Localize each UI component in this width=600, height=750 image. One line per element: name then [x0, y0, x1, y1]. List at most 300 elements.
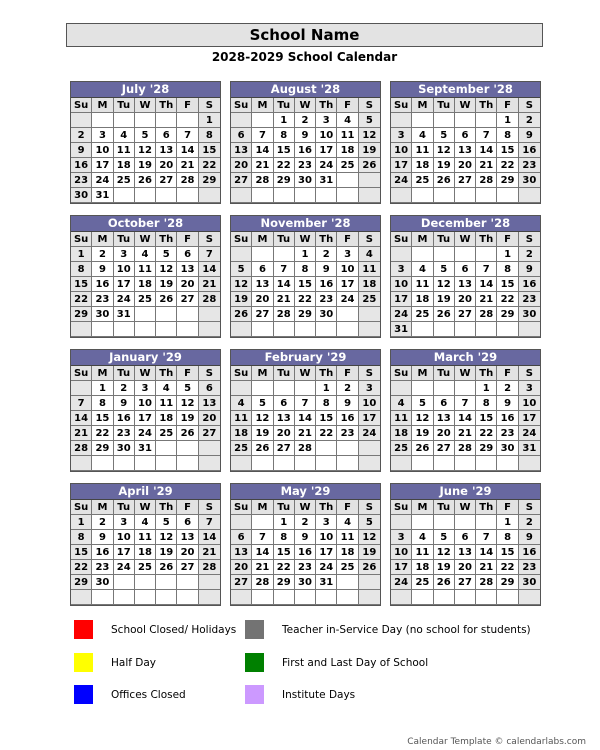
weekday-label: Th [156, 232, 177, 247]
day-cell: 14 [199, 530, 220, 545]
day-cell: 26 [434, 173, 455, 188]
day-cell: 12 [156, 530, 177, 545]
day-cell: 9 [295, 128, 316, 143]
day-cell: 18 [337, 143, 358, 158]
day-cell: 9 [114, 396, 135, 411]
weekday-label: M [92, 232, 113, 247]
weekday-label: Tu [434, 232, 455, 247]
day-cell [156, 188, 177, 203]
day-cell: 29 [497, 575, 518, 590]
day-cell: 18 [156, 411, 177, 426]
day-cell: 28 [476, 575, 497, 590]
day-cell: 1 [199, 113, 220, 128]
day-cell [199, 441, 220, 456]
day-cell [497, 188, 518, 203]
weekday-label: S [359, 366, 380, 381]
weekday-label: Th [316, 98, 337, 113]
weekday-label: S [199, 98, 220, 113]
day-cell: 15 [497, 143, 518, 158]
day-cell: 23 [114, 426, 135, 441]
day-cell [274, 590, 295, 605]
day-cell: 27 [177, 560, 198, 575]
day-cell: 2 [519, 113, 540, 128]
day-cell [391, 188, 412, 203]
legend-label: Institute Days [282, 688, 356, 701]
day-cell: 8 [199, 128, 220, 143]
day-cell: 6 [156, 128, 177, 143]
day-cell [359, 590, 380, 605]
weekday-label: S [359, 232, 380, 247]
day-cell: 22 [497, 158, 518, 173]
day-cell [114, 113, 135, 128]
day-cell: 9 [337, 396, 358, 411]
day-cell: 11 [412, 277, 433, 292]
day-cell: 6 [177, 247, 198, 262]
day-cell: 11 [412, 545, 433, 560]
day-cell: 22 [497, 560, 518, 575]
day-cell [92, 590, 113, 605]
day-cell: 24 [114, 560, 135, 575]
weekday-label: F [177, 98, 198, 113]
day-cell: 22 [199, 158, 220, 173]
day-cell: 13 [455, 143, 476, 158]
day-cell: 3 [359, 381, 380, 396]
day-cell [274, 381, 295, 396]
day-cell [252, 456, 273, 471]
weekday-label: Th [316, 500, 337, 515]
day-cell [316, 456, 337, 471]
day-cell [412, 381, 433, 396]
day-cell: 25 [114, 173, 135, 188]
day-cell [295, 456, 316, 471]
day-cell [156, 456, 177, 471]
month-calendar [230, 215, 381, 338]
day-cell: 28 [252, 575, 273, 590]
day-cell: 11 [156, 396, 177, 411]
day-cell: 13 [156, 143, 177, 158]
day-cell: 24 [337, 292, 358, 307]
day-cell: 27 [455, 173, 476, 188]
day-cell [295, 590, 316, 605]
day-cell: 26 [156, 292, 177, 307]
day-cell: 6 [434, 396, 455, 411]
weekday-label: F [337, 366, 358, 381]
day-cell [177, 441, 198, 456]
day-cell: 24 [114, 292, 135, 307]
day-cell: 17 [391, 292, 412, 307]
day-cell: 18 [412, 158, 433, 173]
day-cell: 3 [391, 262, 412, 277]
weekday-label: M [412, 366, 433, 381]
day-cell: 20 [252, 292, 273, 307]
weekday-label: Tu [114, 366, 135, 381]
day-cell: 13 [177, 262, 198, 277]
day-cell: 25 [337, 158, 358, 173]
day-cell: 31 [519, 441, 540, 456]
weekday-label: W [135, 232, 156, 247]
weekday-label: Su [71, 366, 92, 381]
day-cell: 22 [274, 158, 295, 173]
day-cell: 16 [337, 411, 358, 426]
school-name-title [66, 23, 543, 47]
day-cell: 4 [337, 515, 358, 530]
day-cell: 10 [519, 396, 540, 411]
weekday-label: Su [391, 366, 412, 381]
day-cell [114, 590, 135, 605]
day-cell: 28 [199, 560, 220, 575]
day-cell [316, 590, 337, 605]
day-cell: 24 [391, 575, 412, 590]
day-cell: 15 [476, 411, 497, 426]
day-cell: 5 [359, 515, 380, 530]
day-cell: 1 [274, 113, 295, 128]
day-cell: 1 [92, 381, 113, 396]
day-cell [177, 113, 198, 128]
day-cell [476, 113, 497, 128]
day-cell: 16 [92, 277, 113, 292]
weekday-label: Su [231, 98, 252, 113]
weekday-label: Tu [114, 98, 135, 113]
day-cell: 6 [455, 128, 476, 143]
day-cell: 1 [274, 515, 295, 530]
day-cell: 16 [519, 277, 540, 292]
day-cell: 29 [497, 307, 518, 322]
day-cell: 14 [476, 143, 497, 158]
weekday-label: Th [476, 232, 497, 247]
day-cell [359, 575, 380, 590]
day-cell: 8 [497, 262, 518, 277]
day-cell: 21 [295, 426, 316, 441]
day-cell: 5 [156, 247, 177, 262]
weekday-label: W [295, 98, 316, 113]
day-cell: 1 [295, 247, 316, 262]
day-cell: 24 [316, 158, 337, 173]
day-cell: 28 [252, 173, 273, 188]
day-cell: 11 [337, 530, 358, 545]
day-cell: 16 [295, 545, 316, 560]
day-cell [391, 456, 412, 471]
day-cell [177, 188, 198, 203]
day-cell: 12 [156, 262, 177, 277]
day-cell: 31 [114, 307, 135, 322]
day-cell [92, 113, 113, 128]
day-cell: 31 [316, 173, 337, 188]
weekday-label: Th [156, 98, 177, 113]
month-calendar [390, 483, 541, 606]
legend-swatch [245, 620, 264, 639]
day-cell: 2 [92, 247, 113, 262]
day-cell [455, 322, 476, 337]
day-cell: 12 [359, 530, 380, 545]
day-cell: 29 [476, 441, 497, 456]
day-cell: 4 [412, 530, 433, 545]
day-cell: 4 [412, 262, 433, 277]
day-cell: 27 [455, 575, 476, 590]
weekday-label: S [199, 366, 220, 381]
day-cell: 24 [391, 173, 412, 188]
day-cell: 4 [114, 128, 135, 143]
day-cell: 3 [92, 128, 113, 143]
day-cell: 29 [274, 575, 295, 590]
weekday-label: S [519, 232, 540, 247]
day-cell: 20 [455, 292, 476, 307]
weekday-label: Su [231, 366, 252, 381]
legend-swatch [74, 653, 93, 672]
day-cell [199, 188, 220, 203]
legend-item [245, 653, 428, 672]
day-cell: 20 [231, 158, 252, 173]
weekday-label: Tu [434, 500, 455, 515]
weekday-label: Tu [274, 232, 295, 247]
month-title: August '28 [231, 82, 380, 98]
day-cell: 24 [316, 560, 337, 575]
day-cell: 28 [199, 292, 220, 307]
month-title: July '28 [71, 82, 220, 98]
month-title: May '29 [231, 484, 380, 500]
day-cell: 12 [252, 411, 273, 426]
day-cell: 3 [135, 381, 156, 396]
day-cell: 1 [476, 381, 497, 396]
day-cell: 6 [274, 396, 295, 411]
month-calendar [70, 81, 221, 204]
day-cell [455, 590, 476, 605]
weekday-label: Th [476, 98, 497, 113]
day-cell: 17 [114, 545, 135, 560]
day-cell: 8 [274, 530, 295, 545]
legend-label: School Closed/ Holidays [111, 623, 237, 636]
month-title: October '28 [71, 216, 220, 232]
day-cell [135, 307, 156, 322]
day-cell: 12 [434, 143, 455, 158]
weekday-label: W [295, 232, 316, 247]
day-cell: 10 [114, 262, 135, 277]
day-cell [274, 247, 295, 262]
day-cell: 15 [199, 143, 220, 158]
day-cell [412, 456, 433, 471]
day-cell [231, 188, 252, 203]
day-cell: 20 [156, 158, 177, 173]
footer-credit: Calendar Template © calendarlabs.com [407, 737, 586, 747]
day-cell: 5 [359, 113, 380, 128]
day-cell: 9 [519, 128, 540, 143]
day-cell [114, 322, 135, 337]
day-cell [135, 456, 156, 471]
day-cell: 21 [274, 292, 295, 307]
day-cell: 23 [71, 173, 92, 188]
day-cell: 2 [519, 247, 540, 262]
day-cell: 7 [476, 530, 497, 545]
day-cell [156, 113, 177, 128]
weekday-label: W [135, 500, 156, 515]
day-cell: 12 [434, 277, 455, 292]
legend-item [74, 653, 156, 672]
weekday-label: Su [391, 500, 412, 515]
day-cell: 25 [156, 426, 177, 441]
legend-item [74, 620, 236, 639]
day-cell [391, 113, 412, 128]
day-cell: 20 [455, 158, 476, 173]
day-cell: 28 [274, 307, 295, 322]
day-cell: 2 [295, 515, 316, 530]
day-cell [337, 441, 358, 456]
day-cell: 11 [391, 411, 412, 426]
day-cell [274, 188, 295, 203]
weekday-label: M [252, 500, 273, 515]
day-cell: 26 [359, 560, 380, 575]
day-cell: 8 [71, 262, 92, 277]
day-cell: 27 [177, 292, 198, 307]
day-cell: 18 [359, 277, 380, 292]
day-cell: 3 [391, 128, 412, 143]
day-cell: 19 [434, 158, 455, 173]
day-cell [476, 590, 497, 605]
day-cell: 17 [359, 411, 380, 426]
day-cell: 15 [316, 411, 337, 426]
day-cell: 26 [434, 307, 455, 322]
day-cell: 7 [476, 128, 497, 143]
day-cell [231, 113, 252, 128]
weekday-label: Th [156, 366, 177, 381]
day-cell: 26 [252, 441, 273, 456]
day-cell: 20 [177, 277, 198, 292]
day-cell: 6 [177, 515, 198, 530]
day-cell: 5 [434, 262, 455, 277]
day-cell [274, 456, 295, 471]
day-cell [71, 590, 92, 605]
day-cell: 4 [391, 396, 412, 411]
weekday-label: F [337, 98, 358, 113]
day-cell: 7 [177, 128, 198, 143]
day-cell: 17 [519, 411, 540, 426]
day-cell: 30 [497, 441, 518, 456]
day-cell: 27 [231, 173, 252, 188]
month-calendar [230, 349, 381, 472]
day-cell: 7 [252, 128, 273, 143]
day-cell: 13 [231, 143, 252, 158]
day-cell: 2 [519, 515, 540, 530]
day-cell: 18 [231, 426, 252, 441]
day-cell [156, 590, 177, 605]
day-cell: 26 [359, 158, 380, 173]
day-cell: 25 [337, 560, 358, 575]
day-cell: 10 [391, 143, 412, 158]
day-cell [455, 456, 476, 471]
day-cell [359, 456, 380, 471]
day-cell: 14 [295, 411, 316, 426]
day-cell: 25 [359, 292, 380, 307]
day-cell: 13 [434, 411, 455, 426]
day-cell: 15 [497, 545, 518, 560]
day-cell [252, 515, 273, 530]
day-cell: 31 [92, 188, 113, 203]
day-cell: 3 [114, 515, 135, 530]
day-cell: 15 [71, 277, 92, 292]
day-cell: 25 [391, 441, 412, 456]
legend-label: Half Day [111, 656, 157, 669]
day-cell: 18 [135, 545, 156, 560]
day-cell [391, 381, 412, 396]
day-cell [92, 322, 113, 337]
day-cell: 22 [274, 560, 295, 575]
day-cell: 14 [274, 277, 295, 292]
day-cell: 4 [135, 515, 156, 530]
weekday-label: S [359, 98, 380, 113]
day-cell: 21 [476, 560, 497, 575]
day-cell [476, 456, 497, 471]
weekday-label: M [92, 500, 113, 515]
weekday-label: M [252, 366, 273, 381]
weekday-label: Tu [434, 98, 455, 113]
day-cell: 28 [476, 173, 497, 188]
day-cell: 2 [337, 381, 358, 396]
day-cell [412, 113, 433, 128]
day-cell: 21 [199, 277, 220, 292]
day-cell [114, 575, 135, 590]
weekday-label: F [497, 366, 518, 381]
legend-item [74, 685, 186, 704]
day-cell: 26 [231, 307, 252, 322]
day-cell [337, 188, 358, 203]
weekday-label: M [412, 232, 433, 247]
day-cell [135, 113, 156, 128]
month-title: March '29 [391, 350, 540, 366]
day-cell [359, 307, 380, 322]
day-cell [199, 456, 220, 471]
day-cell: 29 [92, 441, 113, 456]
day-cell [295, 322, 316, 337]
day-cell [252, 113, 273, 128]
day-cell: 20 [434, 426, 455, 441]
day-cell [434, 381, 455, 396]
day-cell: 14 [252, 545, 273, 560]
day-cell: 14 [455, 411, 476, 426]
day-cell: 7 [274, 262, 295, 277]
weekday-label: Th [316, 366, 337, 381]
weekday-label: Su [391, 232, 412, 247]
day-cell: 23 [519, 292, 540, 307]
day-cell [114, 456, 135, 471]
day-cell: 15 [92, 411, 113, 426]
day-cell: 21 [177, 158, 198, 173]
day-cell [199, 307, 220, 322]
day-cell: 30 [92, 575, 113, 590]
day-cell: 10 [359, 396, 380, 411]
weekday-label: Su [391, 98, 412, 113]
weekday-label: F [497, 98, 518, 113]
day-cell: 6 [455, 262, 476, 277]
day-cell [476, 322, 497, 337]
weekday-label: W [455, 98, 476, 113]
day-cell [434, 113, 455, 128]
weekday-label: F [337, 500, 358, 515]
day-cell [295, 188, 316, 203]
day-cell: 6 [199, 381, 220, 396]
day-cell: 14 [177, 143, 198, 158]
weekday-label: Su [231, 232, 252, 247]
day-cell: 12 [135, 143, 156, 158]
day-cell: 7 [199, 247, 220, 262]
day-cell: 12 [177, 396, 198, 411]
day-cell: 1 [71, 247, 92, 262]
day-cell: 19 [359, 545, 380, 560]
day-cell: 8 [497, 128, 518, 143]
weekday-label: M [92, 366, 113, 381]
weekday-label: W [135, 98, 156, 113]
day-cell: 24 [135, 426, 156, 441]
day-cell: 7 [295, 396, 316, 411]
day-cell [71, 456, 92, 471]
weekday-label: W [455, 366, 476, 381]
